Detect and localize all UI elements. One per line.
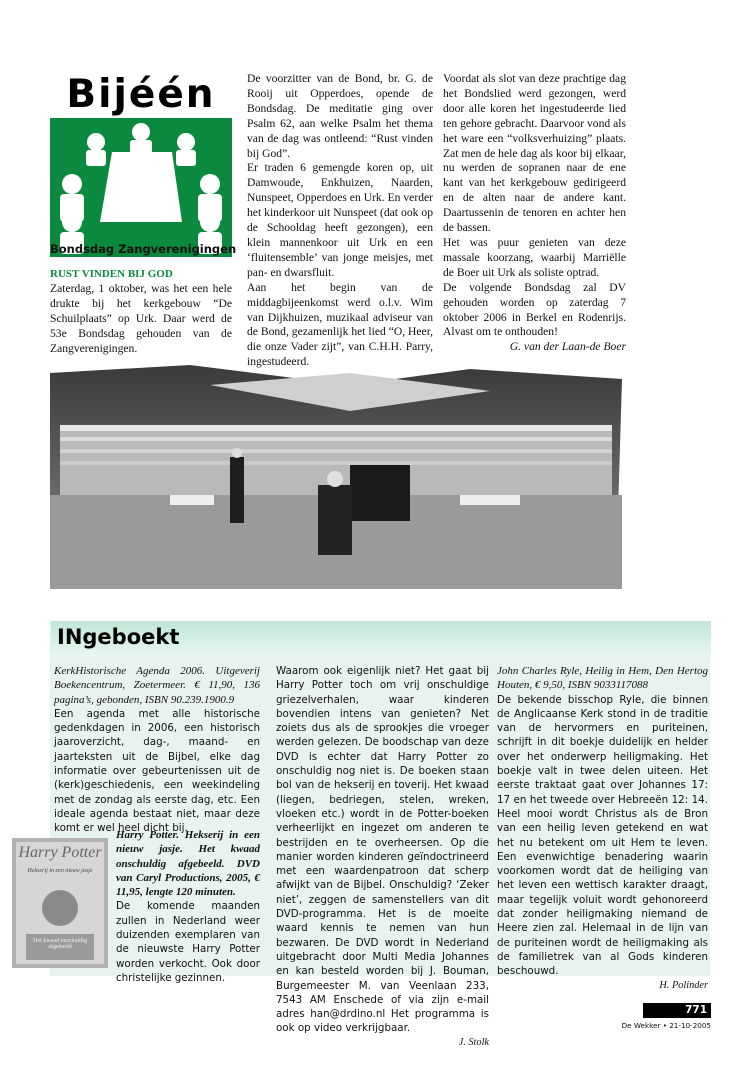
review-column-3 [497, 664, 708, 993]
publication-footer: De Wekker • 21-10-2005 [621, 1021, 711, 1030]
page-number-text: 771 [685, 1004, 707, 1016]
review-harry-potter [116, 828, 260, 985]
review-signature: H. Polinder [659, 979, 708, 991]
article-signature: G. van der Laan-de Boer [509, 340, 626, 354]
paragraph: Voordat als slot van deze prachtige dag het Bondslied werd gezongen, werd door alle koren het ingestudeerde lied ten gehore gebracht. Daarvoor vond als het ware een “volksverhuizing” plaats. Zat men de hele dag als koor bij elkaar, nu werden de sopranen naar de ene kant van het kerkgebouw gedirigeerd en de alten naar de andere kant. Daartussenin de tenoren en achter hen de bassen. [443, 72, 626, 235]
section-title: INgeboekt [57, 625, 180, 649]
article-column-2 [247, 72, 433, 370]
review-body: De bekende bisschop Ryle, die binnen de Anglicaanse Kerk stond in de traditie van de hervormers en puriteinen, schrijft in dit boekje duidelijk en helder over het onderwerp heiligmaking. Het boekje valt in twee delen uiteen. Het eerste traktaat gaat over Johannes 17: 17 en het tweede over Hebreeën 12: 14. Heel mooi wordt Christus als de Bron van een heilig leven getekend en wat het nu betekent om uit Hem te leven. Een evenwichtige benadering waarin voorkomen wordt dat de heiliging van het leven een wettisch karakter draagt, maar tegelijk voluit wordt gehonoreerd dat zonder heiligmaking niemand de Heere zien zal. Helemaal in de lijn van de puriteinen wordt de heiligmaking als de familietrek van al Gods kinderen beschouwd. [497, 693, 708, 978]
review-title: Harry Potter. Hekserij in een nieuw jasje. Het kwaad onschuldig afgebeeld. DVD van Caryl Productions, 2005, € 11,95, lengte 120 minuten. [116, 829, 260, 899]
page-number [643, 1003, 711, 1018]
meeting-table-illustration [50, 72, 232, 257]
article-column-3 [443, 72, 626, 355]
review-body: Waarom ook eigenlijk niet? Het gaat bij Harry Potter toch om vrij onschuldige griezelverhalen, waar kinderen bovendien intens van genieten? Net zoiets dus als de sprookjes die vroeger werden gelezen. De boodschap van deze DVD is echter dat Harry Potter zo onschuldig nog niet is. De boeken staan bol van de hekserij en toverij. Het kwaad (liegen, bedriegen, stelen, wreken, vloeken etc.) wordt in de Potter-boeken verheerlijkt en ingezet om anderen te bestrijden en te overheersen. Op die manier worden kinderen geïndoctrineerd met een waardenpatroon dat scherp afwijkt van de Bijbel. Onschuldig? ‘Zeker niet’, zeggen de samenstellers van dit DVD-programma. Het is de moeite waard kennis te nemen van hun bezwaren. De DVD wordt in Nederland uitgebracht door Multi Media Johannes en kan besteld worden bij J. Bouman, Burgemeester M. van Veenlaan 233, 7543 AM Enschede of via zijn e-mail adres han@drdino.nl Het programma is ook op video verkrijgbaar. [276, 665, 489, 1035]
paragraph: Het was puur genieten van deze massale koorzang, waarbij Marriëlle de Boer uit Urk als soliste optrad. [443, 235, 626, 279]
review-body: Een agenda met alle historische gedenkdagen in 2006, een historisch jaaroverzicht, dag-, maand- en jaarteksten uit de Bijbel, elke dag informatie over gebeurtenissen uit de (kerk)geschiedenis, een weekindeling met de zondag als eerste dag, etc. Een ideale agenda bestaat niet, maar deze komt er wel heel dicht bij. [54, 707, 260, 835]
review-column-2 [276, 664, 489, 1050]
paragraph: Zaterdag, 1 oktober, was het een hele drukte bij het kerkgebouw “De Schuilplaats” op Urk. Daar werd de 53e Bondsdag gehouden van de Zangverenigingen. [50, 282, 232, 355]
article-heading: Bondsdag Zangverenigingen [50, 242, 237, 256]
cover-subtitle: Hekserij in een nieuw jasje [27, 868, 93, 874]
cover-bottom-text: Het kwaad onschuldig afgebeeld [33, 938, 87, 950]
cover-title: Harry Potter [18, 844, 102, 861]
paragraph: De voorzitter van de Bond, br. G. de Rooij uit Opperdoes, opende de Bondsdag. De meditatie ging over Psalm 62, aan welke Psalm het thema van de dag was ontleend: “Rust vinden bij God”. [247, 72, 433, 160]
review-column-1 [54, 664, 260, 836]
dvd-cover-image [12, 838, 108, 968]
article-subheading: RUST VINDEN BIJ GOD [50, 268, 173, 280]
section-bar [50, 621, 711, 658]
article-column-1 [50, 282, 232, 357]
logo-word: Bijéén [50, 72, 232, 118]
choir-photo [50, 365, 622, 589]
paragraph: Aan het begin van de middagbijeenkomst werd o.l.v. Wim van Dijkhuizen, muzikaal adviseur van de Bond, gezamenlijk het lied “O, Heer, die onze Vader zijt”, van C.H.H. Parry, ingestudeerd. [247, 280, 433, 369]
paragraph: Er traden 6 gemengde koren op, uit Damwoude, Enkhuizen, Naarden, Nunspeet, Opperdoes en Urk. En verder het kinderkoor uit Nunspeet (dat ook op de Schooldag heeft gezongen), een klein mannenkoor uit Urk en een ‘fluitensemble’ van jonge meisjes, met pan- en dwarsfluit. [247, 161, 433, 279]
review-title: KerkHistorische Agenda 2006. Uitgeverij Boekencentrum, Zoetermeer. € 11,90, 136 pagina’s, gebonden, ISBN 90.239.1900.9 [54, 665, 260, 706]
bijeen-logo [50, 72, 232, 257]
review-title: John Charles Ryle, Heilig in Hem, Den Hertog Houten, € 9,50, ISBN 9033117088 [497, 665, 708, 692]
review-signature: J. Stolk [458, 1036, 489, 1048]
paragraph: De volgende Bondsdag zal DV gehouden worden op zaterdag 7 oktober 2006 in Berkel en Rodenrijs. Alvast om te onthouden! [443, 280, 626, 339]
review-body: De komende maanden zullen in Nederland weer duizenden exemplaren van de nieuwste Harry Potter worden verkocht. Ook door christelijke gezinnen. [116, 900, 260, 984]
